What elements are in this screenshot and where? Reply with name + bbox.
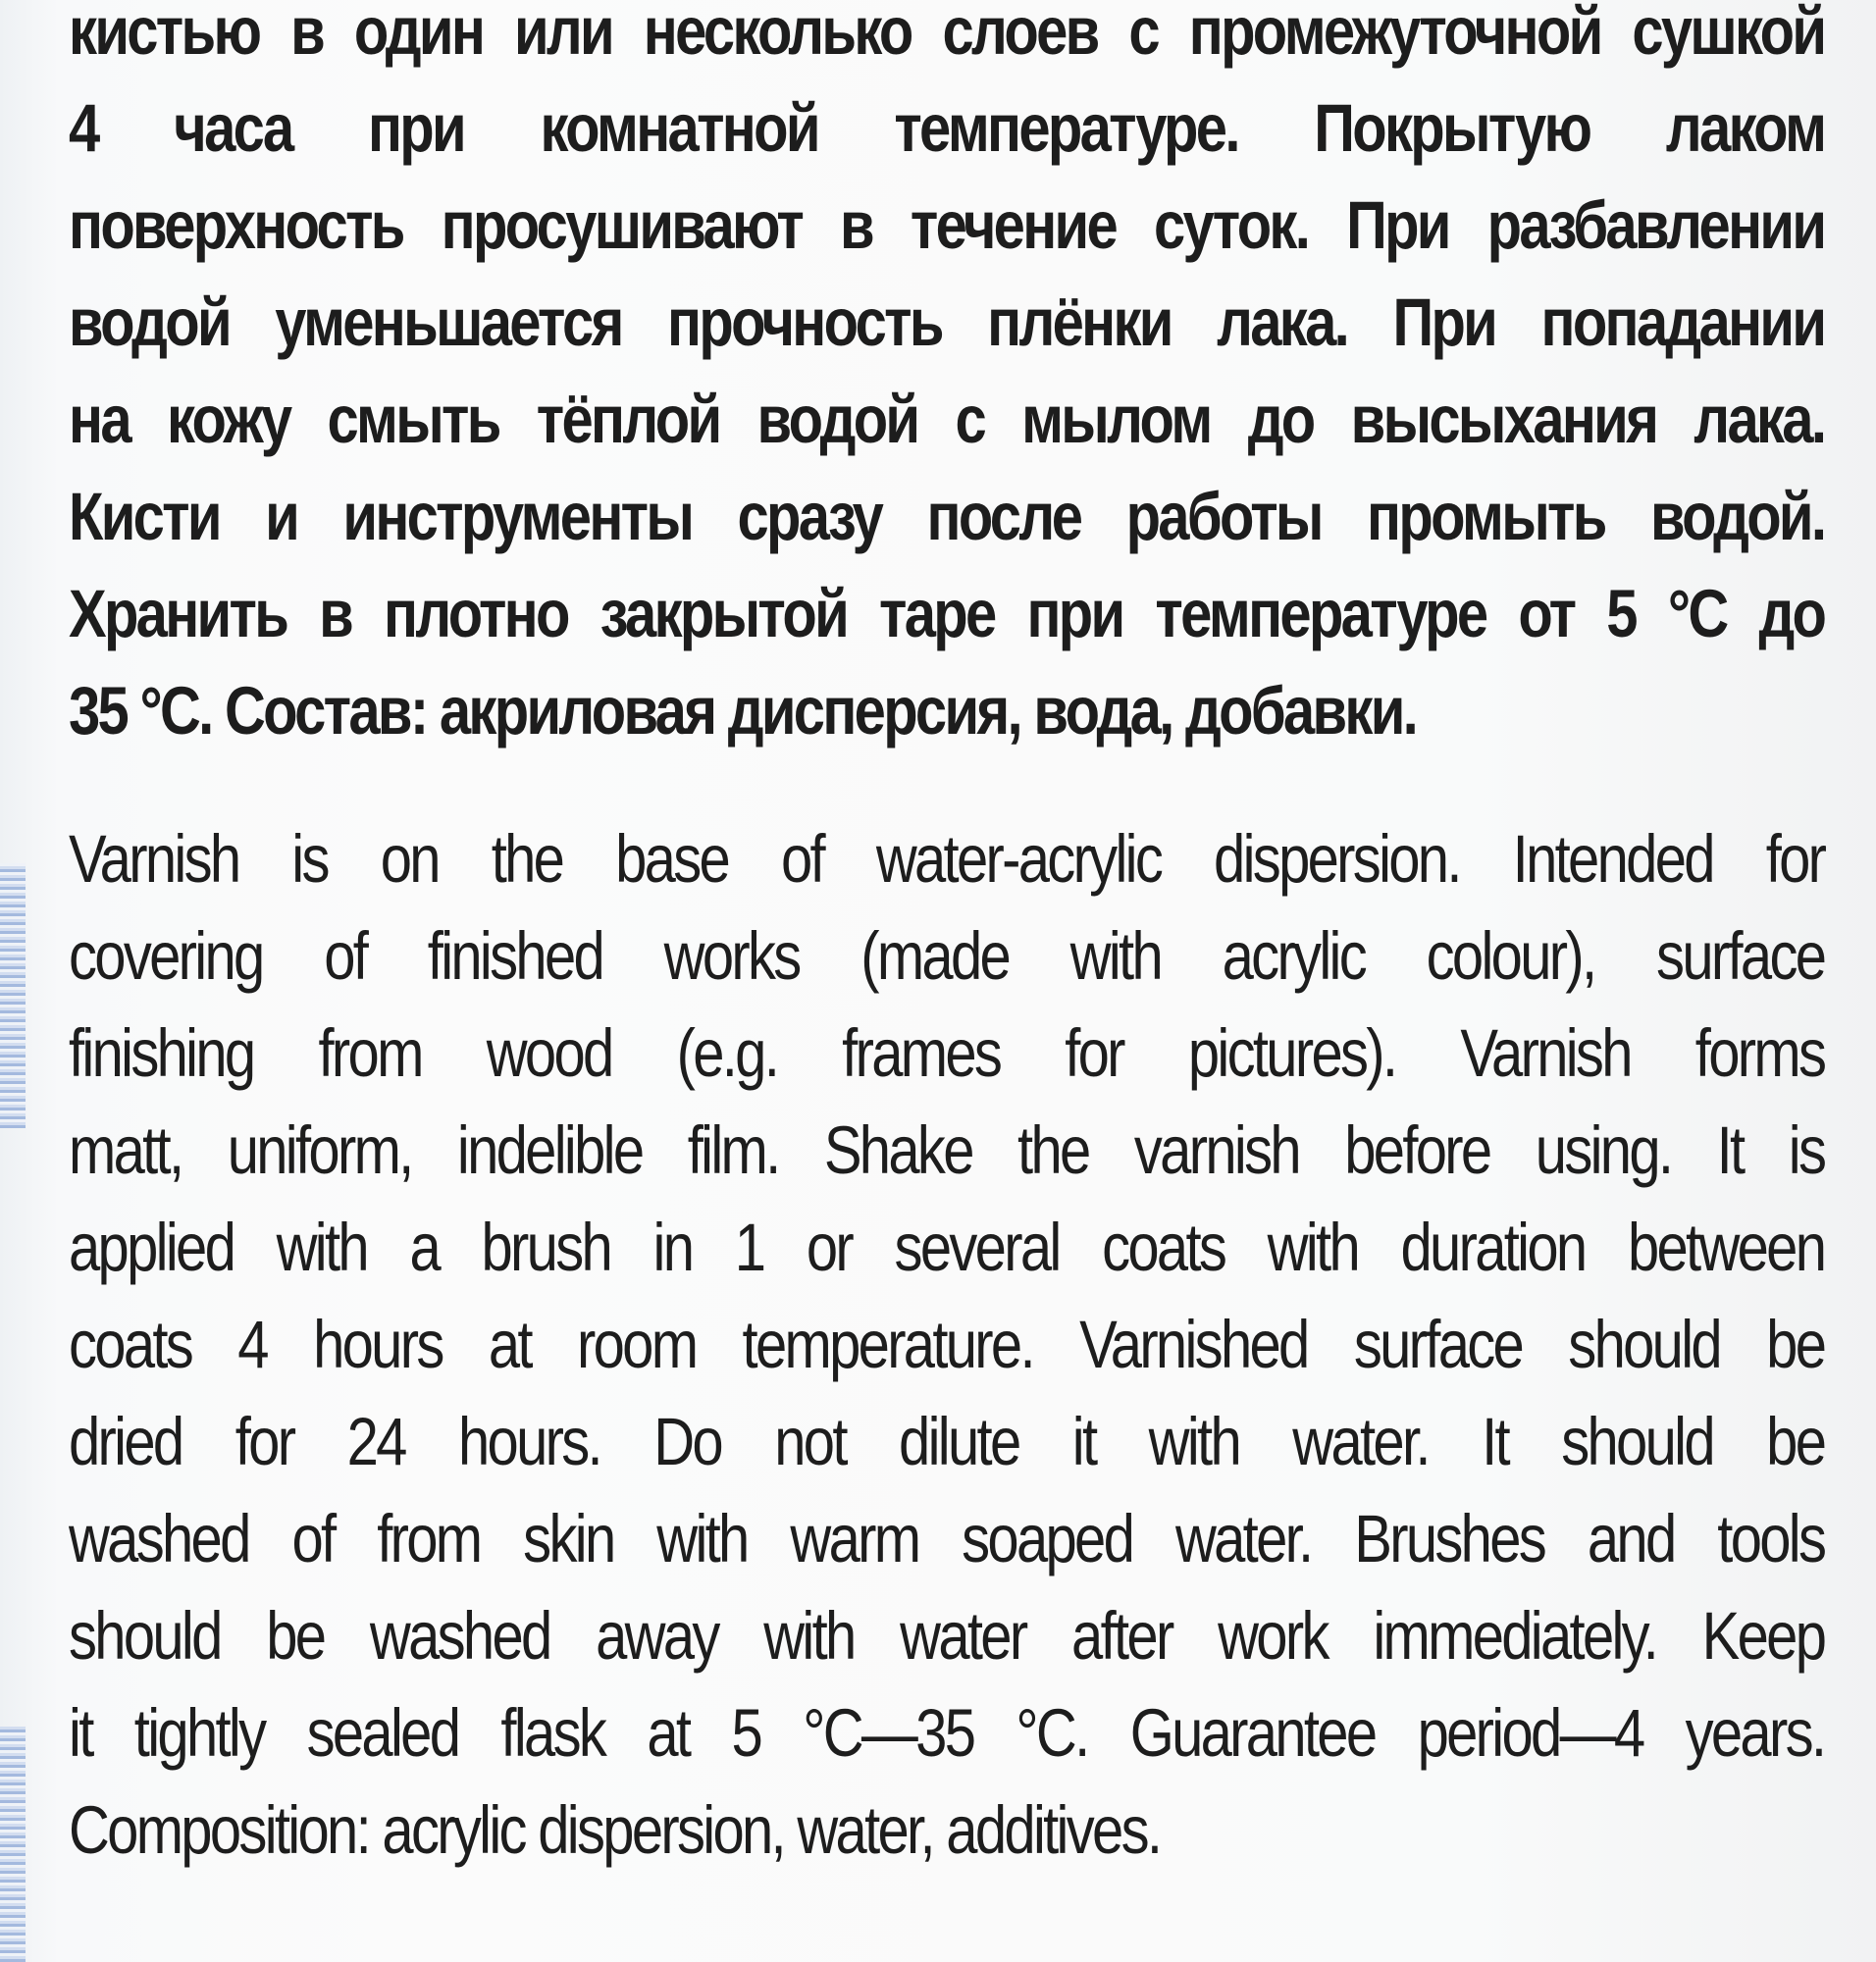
text-line: 35 °С. Состав: акриловая дисперсия, вода, добавки. — [69, 673, 1417, 749]
text-line: водой уменьшается прочность плёнки лака. При попадании — [69, 284, 1825, 360]
text-line: covering of finished works (made with acrylic colour), surface — [69, 918, 1825, 994]
text-line: Varnish is on the base of water-acrylic dispersion. Intended for — [69, 821, 1825, 897]
text-line: coats 4 hours at room temperature. Varnished surface should be — [69, 1307, 1825, 1382]
text-line: dried for 24 hours. Do not dilute it with water. It should be — [69, 1404, 1825, 1479]
text-line: Composition: acrylic dispersion, water, additives. — [69, 1792, 1161, 1868]
text-line: applied with a brush in 1 or several coats with duration between — [69, 1210, 1825, 1285]
text-line: 4 часа при комнатной температуре. Покрытую лаком — [69, 90, 1825, 166]
text-line: кистью в один или несколько слоев с промежуточной сушкой — [69, 0, 1825, 69]
text-line: поверхность просушивают в течение суток. При разбавлении — [69, 187, 1825, 263]
russian-instructions-paragraph — [69, 0, 1825, 759]
text-line: Кисти и инструменты сразу после работы промыть водой. — [69, 479, 1825, 554]
text-line: Хранить в плотно закрытой таре при температуре от 5 °С до — [69, 576, 1825, 651]
text-line: it tightly sealed flask at 5 °С—35 °С. Guarantee period—4 years. — [69, 1695, 1825, 1771]
english-instructions-paragraph — [69, 810, 1825, 1879]
text-line: matt, uniform, indelible film. Shake the varnish before using. It is — [69, 1112, 1825, 1188]
text-line: на кожу смыть тёплой водой с мылом до высыхания лака. — [69, 382, 1825, 457]
text-line: should be washed away with water after work immediately. Keep — [69, 1598, 1825, 1674]
text-line: washed of from skin with warm soaped water. Brushes and tools — [69, 1501, 1825, 1576]
edge-print-pattern-top — [0, 863, 26, 1128]
text-line: finishing from wood (e.g. frames for pictures). Varnish forms — [69, 1015, 1825, 1091]
edge-print-pattern-bottom — [0, 1727, 26, 1962]
